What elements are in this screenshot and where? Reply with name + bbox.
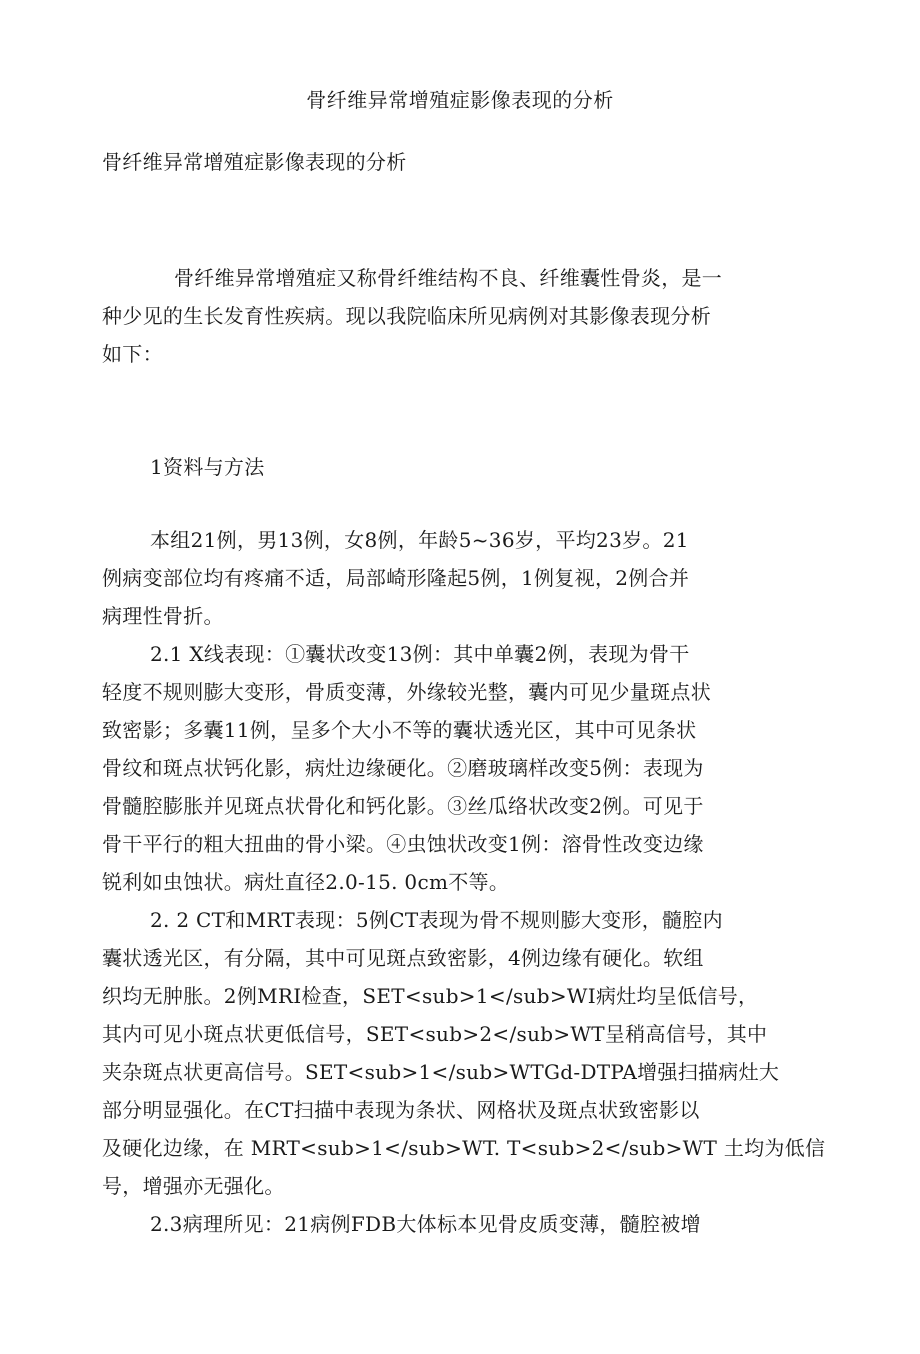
ct-line-3: 织均无肿胀。2例MRI检查，SET<sub>1</sub>WI病灶均呈低信号，: [102, 984, 759, 1008]
intro-line-3: 如下：: [102, 342, 163, 366]
xray-line-2: 轻度不规则膨大变形，骨质变薄，外缘较光整，囊内可见少量斑点状: [102, 680, 711, 704]
section-heading: 1资料与方法: [150, 455, 265, 479]
xray-line-1: 2.1 X线表现：①囊状改变13例：其中单囊2例，表现为骨干: [150, 642, 690, 666]
document-subtitle: 骨纤维异常增殖症影像表现的分析: [102, 150, 407, 174]
ct-line-6: 部分明显强化。在CT扫描中表现为条状、网格状及斑点状致密影以: [102, 1098, 700, 1122]
xray-line-3: 致密影；多囊11例，呈多个大小不等的囊状透光区，其中可见条状: [102, 718, 697, 742]
xray-line-7: 锐利如虫蚀状。病灶直径2.0-15. 0cm不等。: [102, 870, 510, 894]
data-line-2: 例病变部位均有疼痛不适，局部崎形隆起5例，1例复视，2例合并: [102, 566, 690, 590]
xray-line-5: 骨髓腔膨胀并见斑点状骨化和钙化影。③丝瓜络状改变2例。可见于: [102, 794, 704, 818]
ct-line-1: 2. 2 CT和MRT表现：5例CT表现为骨不规则膨大变形，髓腔内: [150, 908, 723, 932]
document-title: 骨纤维异常增殖症影像表现的分析: [306, 88, 614, 112]
data-line-1: 本组21例，男13例，女8例，年龄5~36岁，平均23岁。21: [150, 528, 689, 552]
ct-line-7: 及硬化边缘，在 MRT<sub>1</sub>WT. T<sub>2</sub>WT 土均为低信: [102, 1136, 826, 1160]
ct-line-8: 号，增强亦无强化。: [102, 1174, 285, 1198]
ct-line-5: 夹杂斑点状更高信号。SET<sub>1</sub>WTGd-DTPA增强扫描病灶大: [102, 1060, 780, 1084]
ct-line-2: 囊状透光区，有分隔，其中可见斑点致密影，4例边缘有硬化。软组: [102, 946, 704, 970]
intro-line-1: 骨纤维异常增殖症又称骨纤维结构不良、纤维囊性骨炎，是一: [174, 266, 723, 290]
intro-line-2: 种少见的生长发育性疾病。现以我院临床所见病例对其影像表现分析: [102, 304, 711, 328]
data-line-3: 病理性骨折。: [102, 604, 224, 628]
xray-line-4: 骨纹和斑点状钙化影，病灶边缘硬化。②磨玻璃样改变5例：表现为: [102, 756, 704, 780]
xray-line-6: 骨干平行的粗大扭曲的骨小梁。④虫蚀状改变1例：溶骨性改变边缘: [102, 832, 704, 856]
path-line-1: 2.3病理所见：21病例FDB大体标本见骨皮质变薄，髓腔被增: [150, 1212, 701, 1236]
ct-line-4: 其内可见小斑点状更低信号，SET<sub>2</sub>WT呈稍高信号，其中: [102, 1022, 768, 1046]
